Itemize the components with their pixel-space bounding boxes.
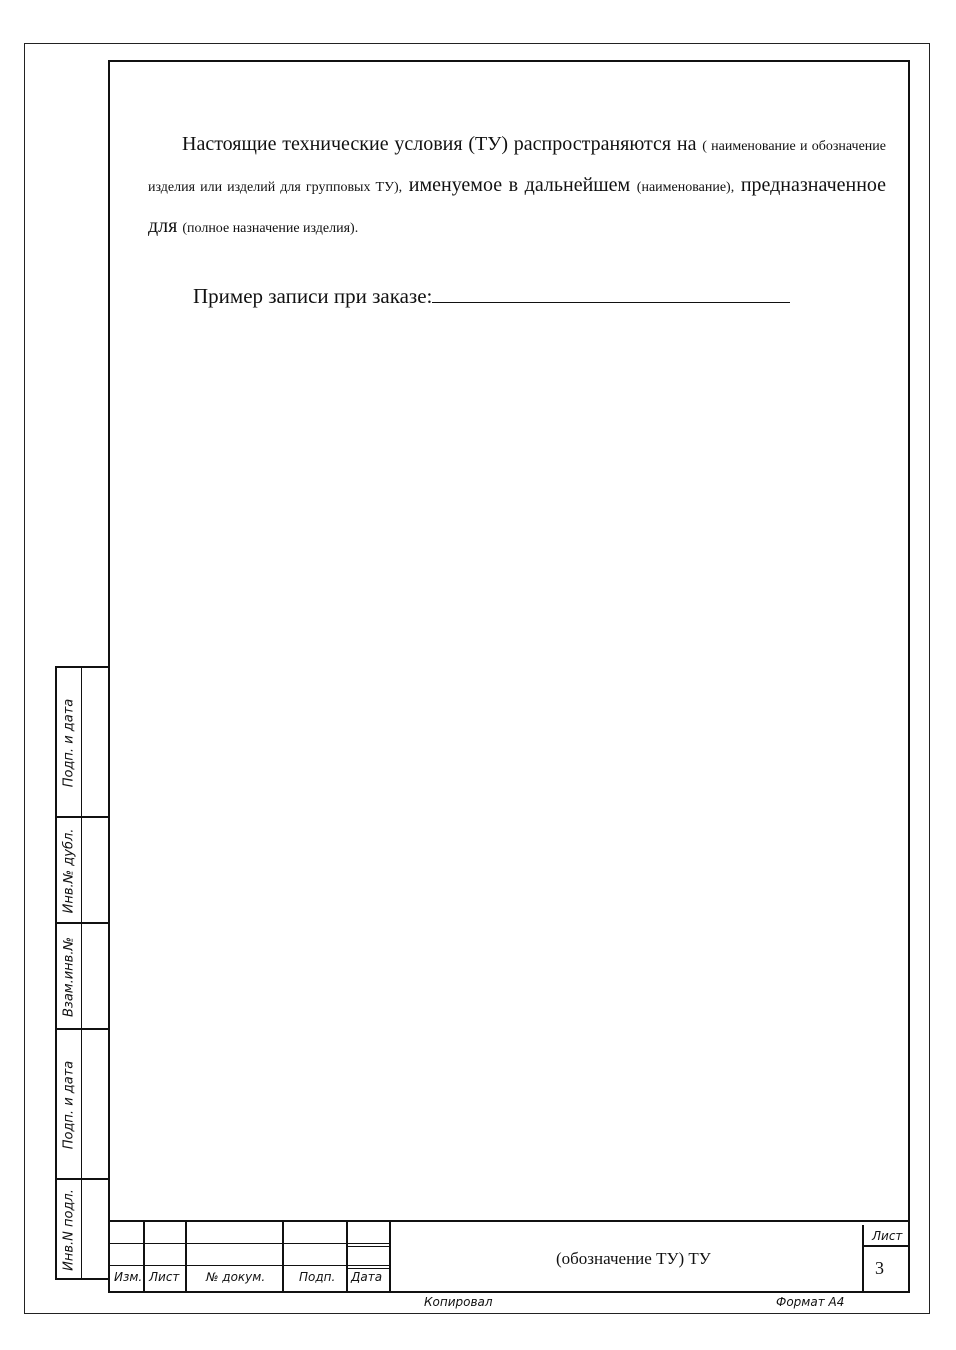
intro-text-b: именуемое в дальнейшем	[408, 174, 631, 196]
tb-row-line-4	[347, 1268, 390, 1269]
tb-col-line-2	[185, 1220, 187, 1291]
tb-label-docnum: № докум.	[206, 1270, 266, 1284]
tb-row-line-2	[110, 1265, 390, 1266]
intro-placeholder-name: (наименование),	[636, 180, 735, 195]
footer-copied: Копировал	[424, 1295, 493, 1309]
order-example-label: Пример записи при заказе:	[193, 284, 433, 308]
tb-row-line-1	[110, 1243, 390, 1244]
intro-text-a: Настоящие технические условия (ТУ) распространяются на	[182, 133, 697, 155]
tb-col-line-3	[282, 1220, 284, 1291]
tb-sheet-label: Лист	[872, 1229, 903, 1243]
tb-sheet-split-line	[862, 1245, 908, 1247]
title-block	[110, 1220, 908, 1291]
order-example	[193, 282, 790, 309]
tb-sheet-number: 3	[875, 1258, 884, 1278]
tb-col-line-4	[346, 1220, 348, 1291]
intro-placeholder-product: ( наименование и обозначение изделия или изделий для групповых ТУ),	[148, 139, 887, 195]
tb-col-line-6	[862, 1225, 864, 1291]
left-signature-strip: Подп. и дата Инв.№ дубл. Взам.инв.№ Подп. и дата Инв.N подл.	[55, 666, 110, 1280]
intro-placeholder-purpose: (полное назначение изделия).	[182, 221, 359, 236]
tb-label-podp: Подп.	[299, 1270, 336, 1284]
tb-row-line-3	[347, 1246, 390, 1247]
order-example-blank-line[interactable]	[432, 282, 790, 303]
intro-paragraph	[148, 125, 886, 248]
tb-col-line-5	[389, 1220, 391, 1291]
intro-text-c: предназначенное для	[148, 174, 887, 237]
document-body	[148, 125, 886, 248]
tb-label-izm: Изм.	[114, 1270, 143, 1284]
tb-label-list: Лист	[149, 1270, 180, 1284]
tb-document-designation: (обозначение ТУ) ТУ	[556, 1249, 711, 1268]
tb-col-line-1	[143, 1220, 145, 1291]
tb-top-line	[110, 1220, 908, 1222]
tb-label-data: Дата	[351, 1270, 383, 1284]
footer-format: Формат А4	[776, 1295, 845, 1309]
